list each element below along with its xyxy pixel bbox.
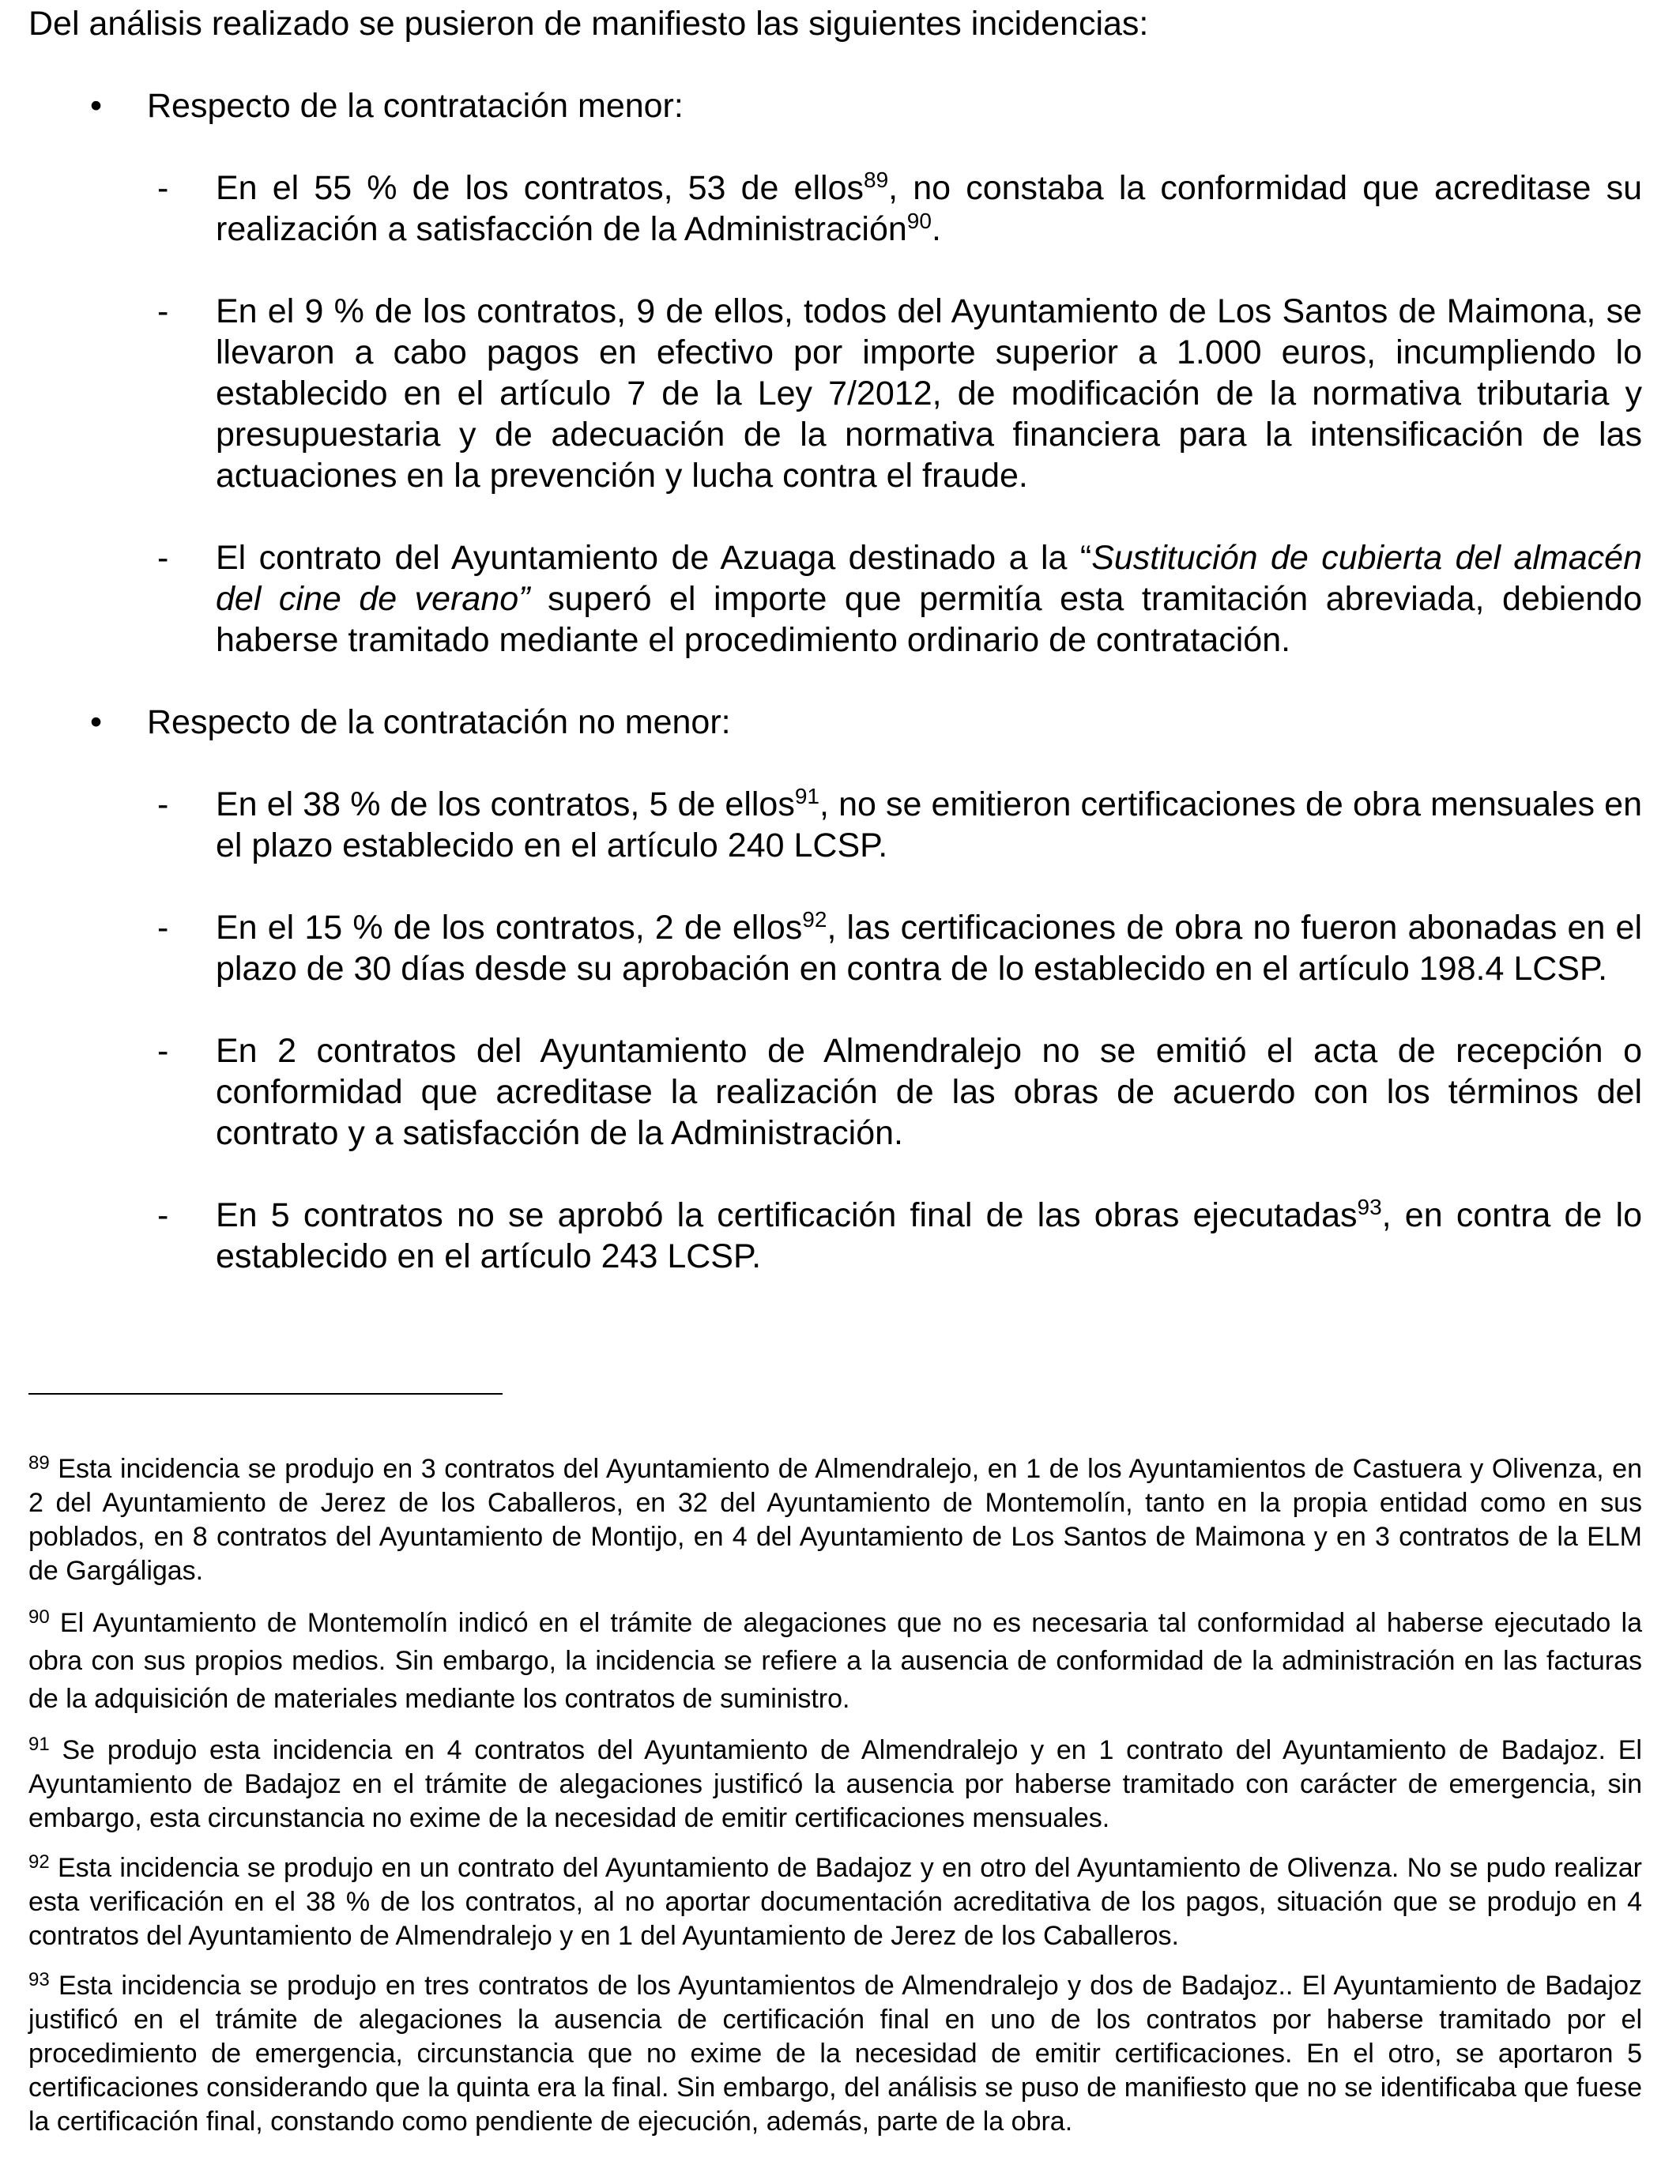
list-item — [28, 784, 1642, 866]
item-text: En el 55 % de los contratos, 53 de ellos — [216, 169, 864, 207]
item-text: , no constaba la conformidad que acreditase su realización a satisfacción de la Administración — [216, 169, 1642, 248]
item-text: , las certificaciones de obra no fueron abonadas en el plazo de 30 días desde su aprobación en contra de lo establecido en el artículo 198.4 LCSP. — [216, 909, 1642, 988]
section-heading-text: Respecto de la contratación menor: — [147, 87, 684, 125]
list-item — [28, 168, 1642, 250]
list-item — [28, 291, 1642, 496]
bullet-icon: • — [90, 87, 103, 125]
item-text: superó el importe que permitía esta tramitación abreviada, debiendo haberse tramitado mediante el procedimiento ordinario de contratación. — [216, 580, 1642, 659]
list-item — [28, 1030, 1642, 1154]
footnotes — [28, 1452, 1642, 2155]
item-italic-title: Sustitución de cubierta del almacén del cine de verano” — [216, 539, 1642, 618]
dash-icon: - — [157, 539, 169, 577]
dash-icon: - — [157, 292, 169, 330]
item-text: El contrato del Ayuntamiento de Azuaga destinado a la “ — [216, 539, 1092, 577]
item-text: En 2 contratos del Ayuntamiento de Almendralejo no se emitió el acta de recepción o conformidad que acreditase la realización de las obras de acuerdo con los términos del contrato y a satisfacción de la Administración. — [216, 1032, 1642, 1152]
footnote-ref[interactable]: 90 — [906, 209, 932, 233]
footnote-ref[interactable]: 92 — [802, 907, 827, 932]
footnote-separator — [28, 1393, 503, 1395]
section-heading-text: Respecto de la contratación no menor: — [147, 703, 731, 741]
footnote-ref[interactable]: 91 — [794, 784, 820, 808]
footnote-91 — [28, 1734, 1642, 1836]
footnote-text: Se produjo esta incidencia en 4 contratos del Ayuntamiento de Almendralejo y en 1 contrato del Ayuntamiento de Badajoz. El Ayuntamiento de Badajoz en el trámite de alegaciones justificó la ausencia por haberse tramitado con carácter de emergencia, sin embargo, esta circunstancia no exime de la necesidad de emitir certificaciones mensuales. — [28, 1735, 1642, 1833]
dash-icon: - — [157, 1032, 169, 1070]
item-text: En 5 contratos no se aprobó la certificación final de las obras ejecutadas — [216, 1196, 1358, 1234]
footnote-number: 92 — [28, 1851, 50, 1873]
footnote-number: 89 — [28, 1452, 50, 1474]
list-item — [28, 537, 1642, 661]
footnote-93 — [28, 1969, 1642, 2139]
footnote-92 — [28, 1851, 1642, 1953]
footnote-90 — [28, 1604, 1642, 1718]
footnote-number: 91 — [28, 1734, 50, 1755]
footnote-number: 90 — [28, 1606, 50, 1628]
item-text: , no se emitieron certificaciones de obra mensuales en el plazo establecido en el artículo 240 LCSP. — [216, 785, 1642, 864]
dash-icon: - — [157, 785, 169, 823]
intro-paragraph: Del análisis realizado se pusieron de manifiesto las siguientes incidencias: — [28, 5, 1149, 43]
list-item — [28, 1195, 1642, 1277]
section-heading-contratacion-no-menor — [28, 702, 1642, 743]
section-heading-contratacion-menor — [28, 85, 1642, 126]
item-text: , en contra de lo establecido en el artículo 243 LCSP. — [216, 1196, 1643, 1275]
footnote-number: 93 — [28, 1969, 50, 1990]
item-text: En el 9 % de los contratos, 9 de ellos, todos del Ayuntamiento de Los Santos de Maimona, se llevaron a cabo pagos en efectivo por importe superior a 1.000 euros, incumpliendo lo establecido en el artículo 7 de la Ley 7/2012, de modificación de la normativa tributaria y presupuestaria y de adecuación de la normativa financiera para la intensificación de las actuaciones en la prevención y lucha contra el fraude. — [216, 292, 1642, 495]
item-text: En el 38 % de los contratos, 5 de ellos — [216, 785, 795, 823]
footnote-89 — [28, 1452, 1642, 1588]
footnote-text: Esta incidencia se produjo en 3 contratos del Ayuntamiento de Almendralejo, en 1 de los Ayuntamientos de Castuera y Olivenza, en 2 del Ayuntamiento de Jerez de los Caballeros, en 32 del Ayuntamiento de Montemolín, tanto en la propia entidad como en sus poblados, en 8 contratos del Ayuntamiento de Montijo, en 4 del Ayuntamiento de Los Santos de Maimona y en 3 contratos de la ELM de Gargáligas. — [28, 1454, 1642, 1586]
item-text: En el 15 % de los contratos, 2 de ellos — [216, 909, 803, 947]
footnote-text: Esta incidencia se produjo en un contrato del Ayuntamiento de Badajoz y en otro del Ayuntamiento de Olivenza. No se pudo realizar esta verificación en el 38 % de los contratos, al no aportar documentación acreditativa de los pagos, situación que se produjo en 4 contratos del Ayuntamiento de Almendralejo y en 1 del Ayuntamiento de Jerez de los Caballeros. — [28, 1853, 1642, 1951]
dash-icon: - — [157, 169, 169, 207]
dash-icon: - — [157, 1196, 169, 1234]
list-item — [28, 907, 1642, 989]
footnote-text: El Ayuntamiento de Montemolín indicó en el trámite de alegaciones que no es necesaria tal conformidad al haberse ejecutado la obra con sus propios medios. Sin embargo, la incidencia se refiere a la ausencia de conformidad de la administración en las facturas de la adquisición de materiales mediante los contratos de suministro. — [28, 1608, 1642, 1714]
dash-icon: - — [157, 909, 169, 947]
footnote-text: Esta incidencia se produjo en tres contratos de los Ayuntamientos de Almendralejo y dos de Badajoz.. El Ayuntamiento de Badajoz justificó en el trámite de alegaciones la ausencia de certificación final en uno de los contratos por haberse tramitado por el procedimiento de emergencia, circunstancia que no exime de la necesidad de emitir certificaciones. En el otro, se aportaron 5 certificaciones considerando que la quinta era la final. Sin embargo, del análisis se puso de manifiesto que no se identificaba que fuese la certificación final, constando como pendiente de ejecución, además, parte de la obra. — [28, 1971, 1642, 2137]
document-body — [28, 0, 1642, 1277]
item-text: . — [931, 210, 941, 248]
footnote-ref[interactable]: 89 — [864, 168, 889, 192]
bullet-icon: • — [90, 703, 103, 741]
footnote-ref[interactable]: 93 — [1357, 1195, 1382, 1219]
